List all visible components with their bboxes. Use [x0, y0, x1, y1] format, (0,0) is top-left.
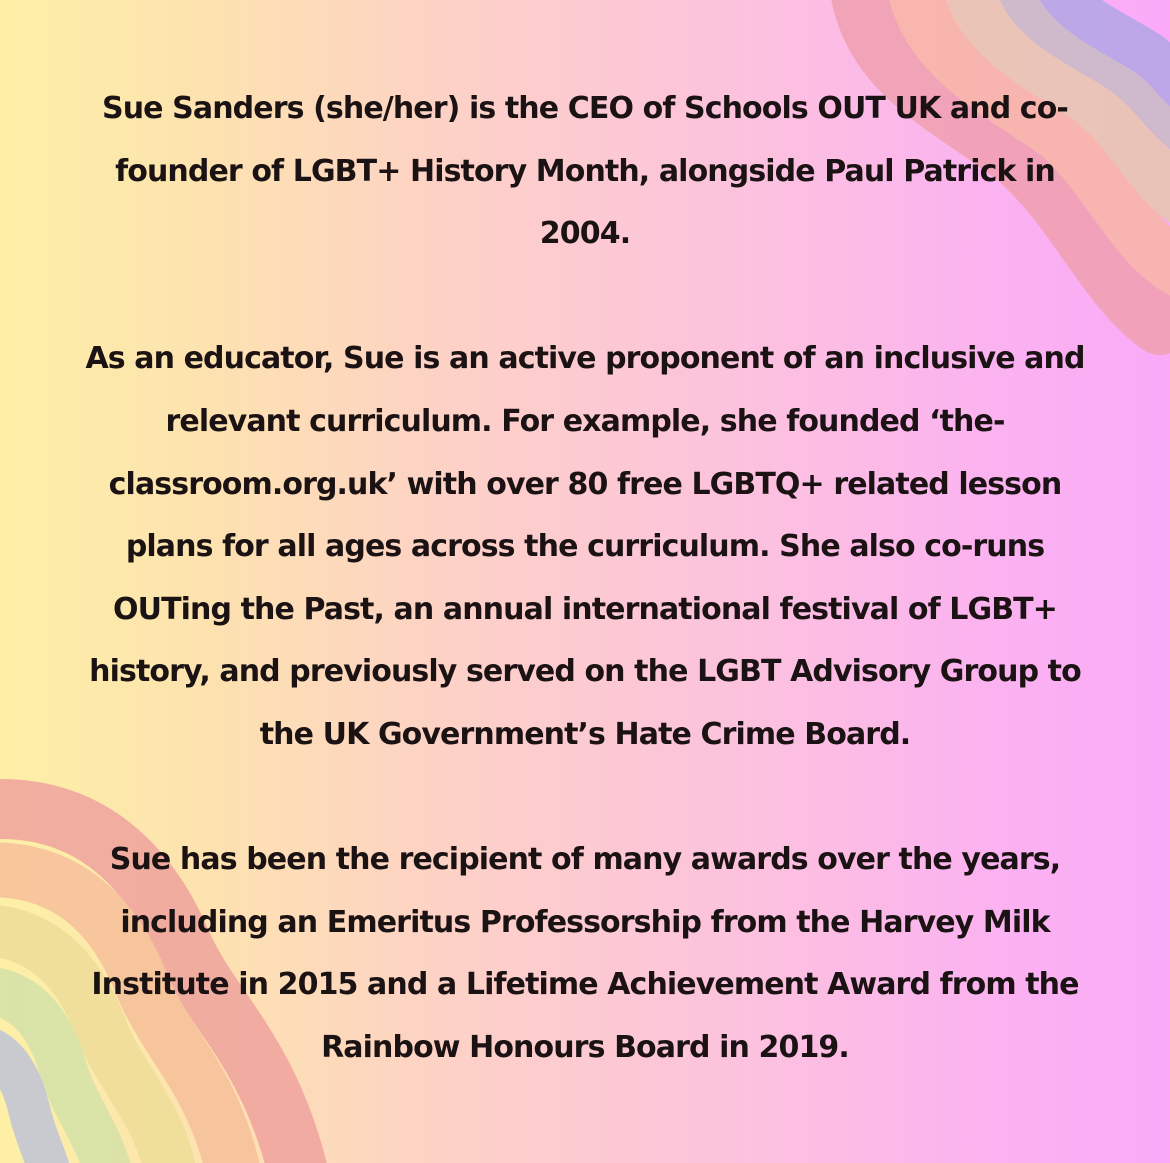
intro-paragraph: Sue Sanders (she/her) is the CEO of Schools OUT UK and co-founder of LGBT+ History Month, alongside Paul Patrick in 2004. [102, 91, 1068, 252]
educator-paragraph: As an educator, Sue is an active proponent of an inclusive and relevant curriculum. For example, she founded ‘the-classroom.org.uk’ with over 80 free LGBTQ+ related lesson plans for all ages across the curriculum. She also co-runs OUTing the Past, an annual international festival of LGBT+ history, and previously served on the LGBT Advisory Group to the UK Government’s Hate Crime Board. [85, 341, 1085, 752]
bio-text-block [80, 78, 1090, 1080]
awards-paragraph: Sue has been the recipient of many awards over the years, including an Emeritus Professorship from the Harvey Milk Institute in 2015 and a Lifetime Achievement Award from the Rainbow Honours Board in 2019. [91, 842, 1079, 1065]
